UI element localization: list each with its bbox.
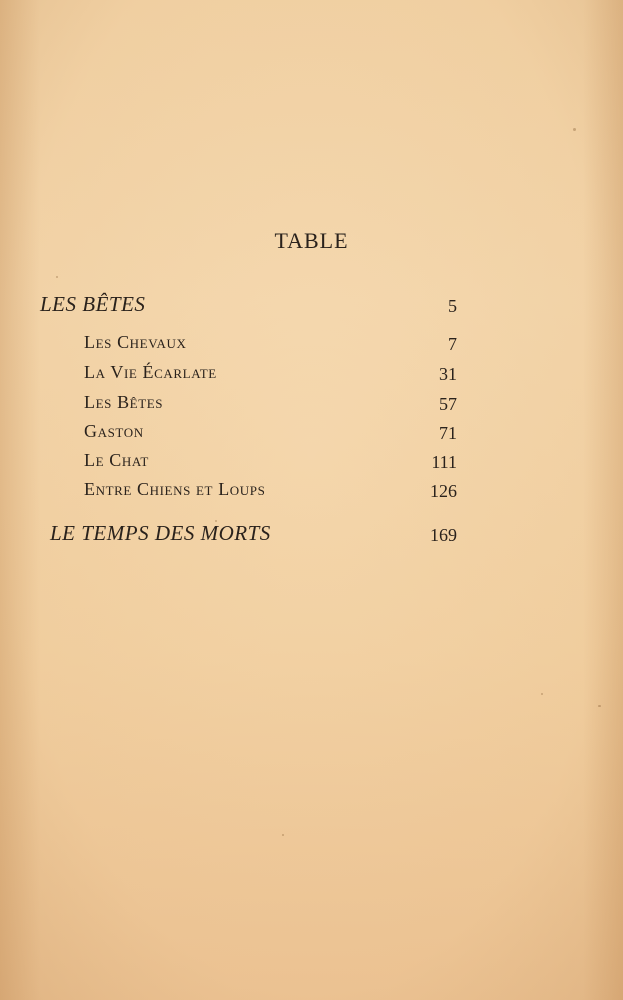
toc-part-row (0, 292, 623, 320)
paper-speck (598, 705, 601, 707)
toc-chapter-title: La Vie Écarlate (84, 362, 217, 382)
toc-chapter-row (0, 479, 623, 507)
toc-part-row (0, 521, 623, 549)
toc-part-title: LES BÊTES (40, 292, 146, 316)
paper-speck (282, 834, 284, 836)
toc-chapter-title: Les Bêtes (84, 392, 164, 412)
toc-page-number: 5 (448, 296, 457, 316)
toc-chapter-row (0, 392, 623, 420)
toc-chapter-row (0, 332, 623, 360)
toc-page-number: 57 (439, 394, 457, 414)
page-title: TABLE (274, 228, 349, 253)
toc-chapter-title: Les Chevaux (84, 332, 187, 352)
toc-page-number: 111 (431, 452, 457, 472)
toc-part-title: LE TEMPS DES MORTS (50, 521, 271, 545)
paper-speck (541, 693, 543, 695)
toc-chapter-row (0, 421, 623, 449)
toc-page-number: 31 (439, 364, 457, 384)
toc-page-number: 71 (439, 423, 457, 443)
toc-chapter-title: Le Chat (84, 450, 149, 470)
toc-page-number: 7 (448, 334, 457, 354)
toc-chapter-row (0, 362, 623, 390)
paper-speck (56, 276, 58, 278)
paper-speck (573, 128, 576, 131)
toc-chapter-title: Entre Chiens et Loups (84, 479, 266, 499)
toc-chapter-row (0, 450, 623, 478)
toc-chapter-title: Gaston (84, 421, 144, 441)
toc-page-number: 169 (430, 525, 457, 545)
toc-page-number: 126 (430, 481, 457, 501)
